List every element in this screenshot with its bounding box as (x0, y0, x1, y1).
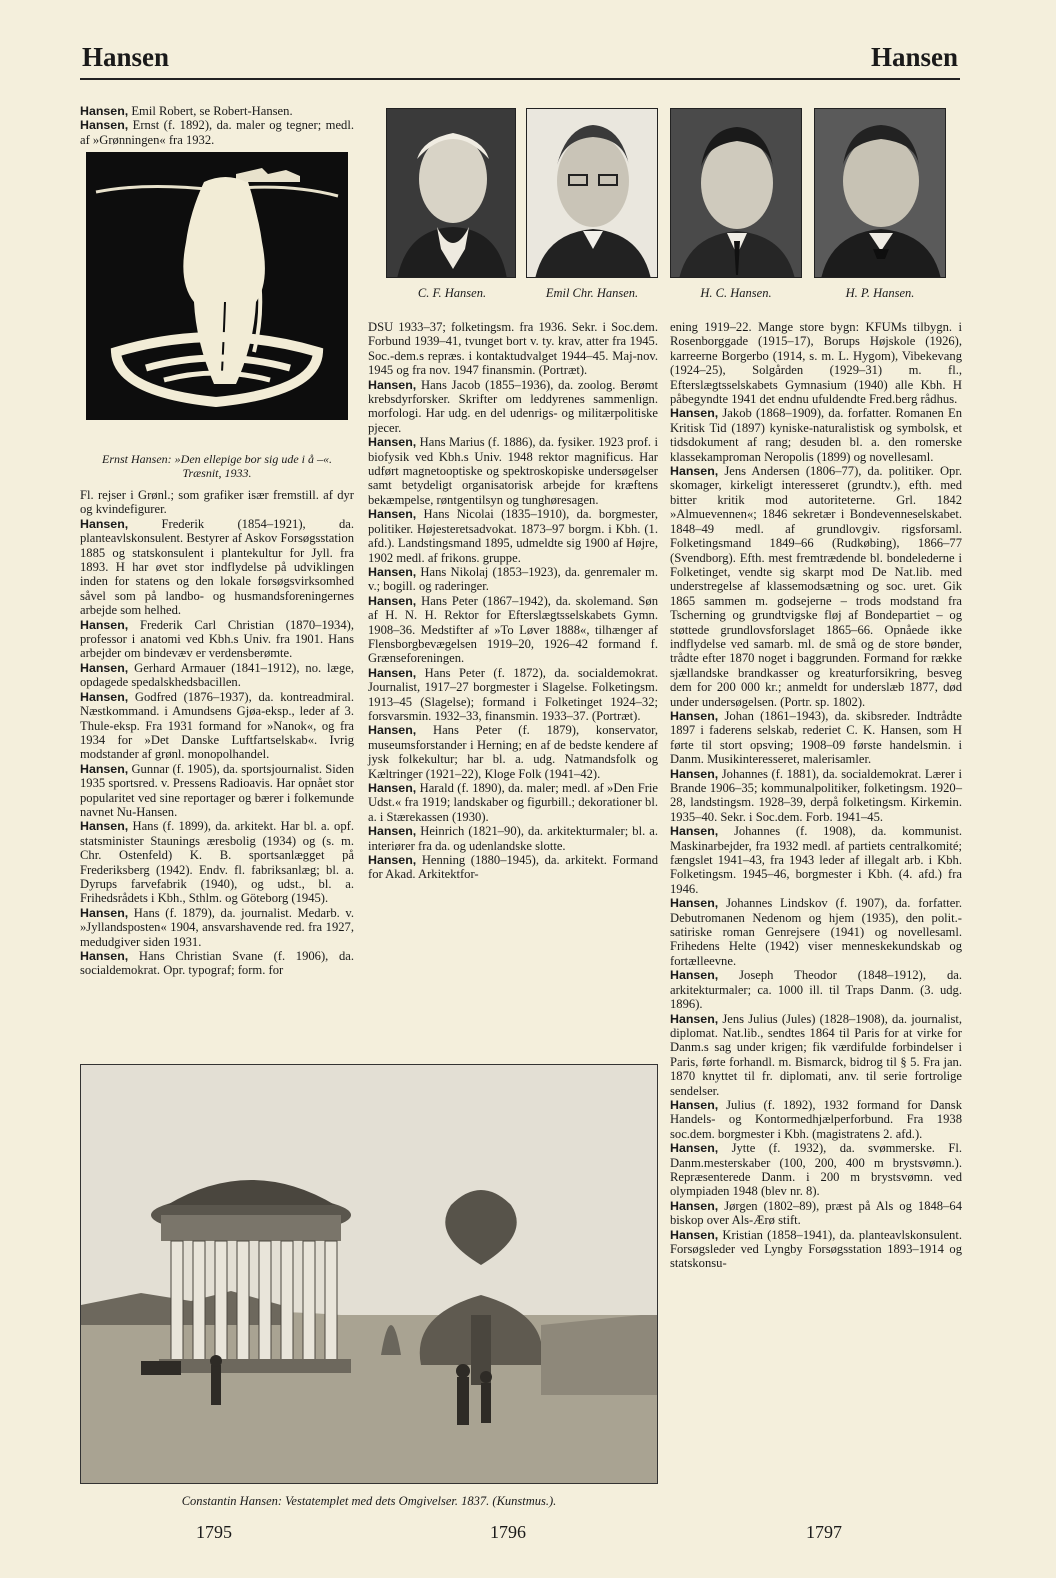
entry-text: Johannes (f. 1881), da. socialdemokrat. Lærer i Brande 1906–35; kommunalpolitiker, folketingsm. 1920–28, landstingsm. 1928–39, derpå folketingsm. Kirkemin. 1935–40. Sekr. i Soc.dem. Forb. 1941–45. (670, 766, 962, 824)
entry (80, 104, 354, 118)
entry-text: Kristian (1858–1941), da. planteavlskonsulent. Forsøgsleder ved Lyngby Forsøgsstation 1893–1914 og statskonsu- (670, 1227, 962, 1271)
entry-text: Hans Nikolaj (1853–1923), da. genremaler m. v.; bogill. og raderinger. (368, 564, 658, 594)
entry-headword: Hansen, (670, 464, 719, 479)
portrait-caption: H. P. Hansen. (845, 286, 915, 300)
entry (368, 435, 658, 507)
entry-text: Hans (f. 1879), da. journalist. Medarb. v. »Jyllandsposten« 1904, ansvarshavende red. fra 1927, medudgiver siden 1931. (80, 905, 354, 949)
entry-headword: Hansen, (80, 689, 129, 704)
entry (670, 1199, 962, 1228)
entry-text: Hans Peter (f. 1879), konservator, museumsforstander i Herning; en af de bedste kendere af jysk folkekultur; har bl. a. udg. Natmandsfolk og Kæltringer (1921–22), Kloge Folk (1941–42). (368, 723, 658, 781)
folio-number: 1797 (806, 1522, 842, 1542)
entry-headword: Hansen, (670, 1141, 719, 1156)
entry-text: Hans Marius (f. 1886), da. fysiker. 1923 prof. i biofysik ved Kbh.s Univ. 1948 rektor magnificus. Har udført magnetooptiske og spektroskopiske undersøgelser samt betydeligt organisatorisk arbejde for kræftens bekæmpelse, røntgentilsyn og tunghøresagen. (368, 435, 658, 507)
entry (80, 488, 354, 517)
entry-text: Jens Julius (Jules) (1828–1908), da. journalist, diplomat. Nat.lib., sendtes 1864 til Paris for at virke for Danm.s sag under krigen; fik værdifulde forbindelser i Paris, førte forhandl. m. Bismarck, bidrog til § 5. Fra jan. 1870 knyttet til fr. diplomati, anv. til serie fortrolige sendelser. (670, 1011, 962, 1098)
entry-headword: Hansen, (368, 507, 417, 522)
entry (670, 320, 962, 406)
entry (670, 1012, 962, 1098)
entry-headword: Hansen, (80, 118, 129, 133)
portrait-h-c-hansen (670, 108, 802, 278)
entry-text: Fl. rejser i Grønl.; som grafiker især fremstill. af dyr og kvindefigurer. (80, 488, 354, 517)
entry-text: Henning (1880–1945), da. arkitekt. Formand for Akad. Arkitektfor- (368, 853, 658, 882)
entry-headword: Hansen, (368, 723, 417, 738)
entry-headword: Hansen, (80, 516, 129, 531)
entry-headword: Hansen, (80, 104, 129, 118)
woodcut-caption: Ernst Hansen: »Den ellepige bor sig ude i å –«. Træsnit, 1933. (102, 452, 332, 480)
entry-headword: Hansen, (80, 660, 129, 675)
entry (80, 618, 354, 661)
portrait-image (815, 109, 946, 278)
painting-vestatemplet (80, 1064, 658, 1484)
entry-headword: Hansen, (368, 377, 417, 392)
entry-headword: Hansen, (670, 968, 719, 983)
entry-headword: Hansen, (368, 435, 417, 450)
entry-text: Godfred (1876–1937), da. kontreadmiral. Næstkommand. i Amundsens Gjøa-eksp., leder af 3. Thule-eksp. Fra 1931 formand for »Nanok«, og fra 1934 for »Det Danske Luftfartselskab«. Ivrig modstander af grønl. monopolhandel. (80, 689, 354, 762)
entry-headword: Hansen, (368, 824, 417, 839)
entry-headword: Hansen, (670, 766, 719, 781)
entry-headword: Hansen, (368, 781, 417, 795)
entry-text: Hans Nicolai (1835–1910), da. borgmester, politiker. Højesteretsadvokat. 1873–97 borgm. i Kbh. (1. afd.). Landstingsmand 1895, udmeldte sig 1900 af Højre, 1902 medl. af frikons. gruppe. (368, 507, 658, 565)
portrait-caption: C. F. Hansen. (417, 286, 487, 300)
entry-text: Gerhard Armauer (1841–1912), no. læge, opdagede spedalskhedsbacillen. (80, 660, 354, 690)
entry (368, 853, 658, 882)
entry (670, 767, 962, 825)
entry-text: Johan (1861–1943), da. skibsreder. Indtrådte 1897 i faderens selskab, rederiet C. K. Hansen, som H førte til stort opsving; 1908–09 første handelsmin. i Danm. Musikinteresseret, malerisamler. (670, 708, 962, 767)
entry-text: DSU 1933–37; folketingsm. fra 1936. Sekr. i Soc.dem. Forbund 1939–41, tvunget bort v. ty. krav, atter fra 1945. Soc.-dem.s repræs. i kontaktudvalget 1944–45. Maj-nov. 1945 og fra nov. 1947 finansmin. (Portræt). (368, 320, 658, 378)
entry (670, 406, 962, 464)
entry-text: ening 1919–22. Mange store bygn: KFUMs tilbygn. i Rosenborggade (1915–17), Borups Højskole (1926), karreerne Borgerbo (1914, s. m. L. Hygom), Vibekevang (1924–25), Solgården (1929–31) m. fl., Efterslægtsselskabets Gymnasium (1940) alle Kbh. H påbegyndte 1941 det endnu ufuldendte Fred.berg rådhus. (670, 320, 962, 407)
entry-headword: Hansen, (80, 905, 129, 920)
portrait-caption: Emil Chr. Hansen. (545, 286, 639, 300)
entry-headword: Hansen, (670, 896, 719, 911)
entry (670, 896, 962, 968)
entry-headword: Hansen, (670, 406, 719, 421)
column-1-top (80, 104, 354, 147)
entry-text: Hans (f. 1899), da. arkitekt. Har bl. a. opf. statsminister Staunings æresbolig (1934) og (s. m. Chr. Ostenfeld) K. B. sportsanlægget på Frederiksberg (1942). Endv. fl. fabriksanlæg; bl. a. Dyrups farvefabrik (1940), og udst., bl. a. Frihedsrådets i Kbh., Sthlm. og Göteborg (1945). (80, 819, 354, 906)
portrait-image (527, 109, 658, 278)
entry (670, 824, 962, 896)
entry (670, 709, 962, 767)
entry (80, 762, 354, 820)
entry (368, 666, 658, 724)
entry-headword: Hansen, (80, 761, 129, 776)
entry (670, 1141, 962, 1199)
entry-text: Julius (f. 1892), 1932 formand for Dansk Handels- og Kontormedhjælperforbund. Fra 1938 soc.dem. borgmester i Kbh. (magistratens 2. afd.). (670, 1097, 962, 1141)
portrait-c-f-hansen (386, 108, 516, 278)
entry-text: Johannes Lindskov (f. 1907), da. forfatter. Debutromanen Nedenom og hjem (1935), den polit.-satiriske roman Genrejsere (1941) og novellesaml. Frihedens Helte (1942) viser menneskekundskab og fortælleevne. (670, 896, 962, 968)
header-rule (80, 78, 960, 80)
entry-text: Jørgen (1802–89), præst på Als og 1848–64 biskop over Als-Ærø stift. (670, 1198, 962, 1228)
column-3 (670, 320, 962, 1271)
entry-text: Hans Jacob (1855–1936), da. zoolog. Berømt krebsdyrforsker. Skrifter om leddyrenes sammenlign. morfologi. Har udg. en del udenrigs- og militærpolitiske pjecer. (368, 377, 658, 435)
woodcut-image (86, 152, 348, 420)
entry-headword: Hansen, (80, 819, 129, 834)
entry (80, 690, 354, 762)
entry-text: Jens Andersen (1806–77), da. politiker. Opr. skomager, kirkeligt interesseret (grundtv.), efth. med bitter kritik mod autoriteterne. Grl. 1842 »Almuevennen«; 1846 sekretær i Bondevenneselskabet. 1848–49 medl. af grundlovgiv. rigsforsaml. Folketingsmand 1849–66 (Rudkøbing), 1866–77 (Svendborg). Efth. mest fremtrædende bl. bondelederne i Folketinget, vendte sig skarpt mod De Nat.lib. med understregelse af klassemodsætning og soc. uret. Gik 1865 sammen m. godsejerne – trods modstand fra Tscherning og grundtvigske fløj af Bondepartiet – og støttede grundlovsforslaget 1865–66. Opnåede ikke indflydelse ved samarb. ml. de små og de store bønder, trådte efter 1870 noget i baggrunden. Formand for række sjællandske brandkasser og kreaturforsikring, besveg dem for 200 000 kr.; anmeldt for underslæb 1877, død under undersøgelsen. (Portr. sp. 1802). (670, 464, 962, 709)
entry-text: Harald (f. 1890), da. maler; medl. af »Den Frie Udst.« fra 1919; landskaber og figurbill.; dekorationer bl. a. i Stærekassen (1930). (368, 781, 658, 824)
folio-number: 1795 (196, 1522, 232, 1542)
entry (670, 1098, 962, 1141)
running-head-left: Hansen (82, 42, 170, 72)
entry-headword: Hansen, (670, 824, 719, 839)
woodcut-illustration (86, 152, 348, 420)
entry-headword: Hansen, (368, 665, 417, 680)
entry-text: Johannes (f. 1908), da. kommunist. Maskinarbejder, fra 1932 medl. af partiets centralkomité; fængslet 1941–43, fra 1943 leder af illegalt arb. i Kbh. Folketingsm. 1945–46, borgmester i Kbh. (4. afd.) fra 1946. (670, 824, 962, 896)
entry (368, 781, 658, 824)
entry-text: Heinrich (1821–90), da. arkitekturmaler; bl. a. interiører fra da. og udenlandske slotte. (368, 824, 658, 853)
entry-headword: Hansen, (80, 617, 129, 632)
painting-caption: Constantin Hansen: Vestatemplet med dets Omgivelser. 1837. (Kunstmus.). (181, 1494, 557, 1508)
entry (80, 906, 354, 949)
portrait-image (387, 109, 516, 278)
running-head-right: Hansen (870, 42, 958, 72)
entry (368, 507, 658, 565)
entry-text: Emil Robert, se Robert-Hansen. (128, 104, 293, 118)
entry-headword: Hansen, (670, 708, 719, 723)
portrait-image (671, 109, 802, 278)
entry-text: Hans Peter (1867–1942), da. skolemand. Søn af H. N. H. Rektor for Efterslægtsselskabets Gymn. 1908–36. Medstifter af »To Løver 1888«, tilhænger af Flensborgbevægelsen 1919–20, 1926–42 formand f. Grænseforeningen. (368, 593, 658, 666)
portrait-caption: H. C. Hansen. (700, 286, 772, 300)
entry (368, 594, 658, 666)
entry-text: Jytte (f. 1932), da. svømmerske. Fl. Danm.mesterskaber (100, 200, 400 m brystsvømn.). Repræsenterede Danm. i 200 m brystsvømn. ved olympiaden 1948 (blev nr. 8). (670, 1141, 962, 1199)
entry-headword: Hansen, (368, 593, 417, 608)
entry (80, 949, 354, 978)
entry-text: Ernst (f. 1892), da. maler og tegner; medl. af »Grønningen« fra 1932. (80, 118, 354, 147)
portrait-emil-chr-hansen (526, 108, 658, 278)
entry (368, 320, 658, 378)
entry-text: Joseph Theodor (1848–1912), da. arkitekturmaler; ca. 1000 ill. til Traps Danm. (3. udg. 1896). (670, 968, 962, 1012)
entry-headword: Hansen, (368, 564, 417, 579)
portrait-h-p-hansen (814, 108, 946, 278)
folio-number: 1796 (490, 1522, 526, 1542)
column-2 (368, 320, 658, 882)
entry (368, 824, 658, 853)
entry (670, 1228, 962, 1271)
entry (80, 661, 354, 690)
entry-text: Frederik Carl Christian (1870–1934), professor i anatomi ved Kbh.s Univ. fra 1901. Hans arbejder om bindevæv er verdensberømte. (80, 617, 354, 661)
entry (80, 517, 354, 618)
entry-headword: Hansen, (670, 1198, 719, 1213)
entry-text: Hans Peter (f. 1872), da. socialdemokrat. Journalist, 1917–27 borgmester i Slagelse. Folketingsm. 1913–45 (Slagelse); formand i Folketinget 1924–32; forsvarsmin. 1932–33, finansmin. 1933–37. (Portræt). (368, 665, 658, 723)
entry-text: Frederik (1854–1921), da. planteavlskonsulent. Bestyrer af Askov Forsøgsstation 1885 og statskonsulent i plantekultur for Jyll. fra 1893. H har øvet stor indflydelse på udviklingen inden for statens og den lokale forsøgsvirksomhed såvel som på landbo- og husmandsforeningernes arbejde som helhed. (80, 516, 354, 618)
entry-headword: Hansen, (670, 1097, 719, 1112)
entry (368, 565, 658, 594)
entry (80, 118, 354, 147)
entry (670, 968, 962, 1011)
entry-headword: Hansen, (670, 1011, 719, 1026)
entry (368, 378, 658, 436)
painting-image (81, 1065, 658, 1484)
column-1 (80, 488, 354, 978)
entry-headword: Hansen, (368, 853, 417, 868)
entry-text: Hans Christian Svane (f. 1906), da. socialdemokrat. Opr. typograf; form. for (80, 949, 354, 978)
entry-headword: Hansen, (670, 1227, 719, 1242)
entry-text: Gunnar (f. 1905), da. sportsjournalist. Siden 1935 sportsred. v. Pressens Radioavis. Har opnået stor popularitet ved sine reportager og bærer i folkemunde navnet Nu-Hansen. (80, 761, 354, 819)
entry-headword: Hansen, (80, 949, 129, 963)
entry (670, 464, 962, 709)
entry (368, 723, 658, 781)
entry (80, 819, 354, 905)
entry-text: Jakob (1868–1909), da. forfatter. Romanen En Kritisk Tid (1897) kyniske-naturalistisk og symbolsk, et tidsdokument af rang; desuden bl. a. den romerske klassekamproman Neropolis (1899) og novellesaml. (670, 406, 962, 464)
